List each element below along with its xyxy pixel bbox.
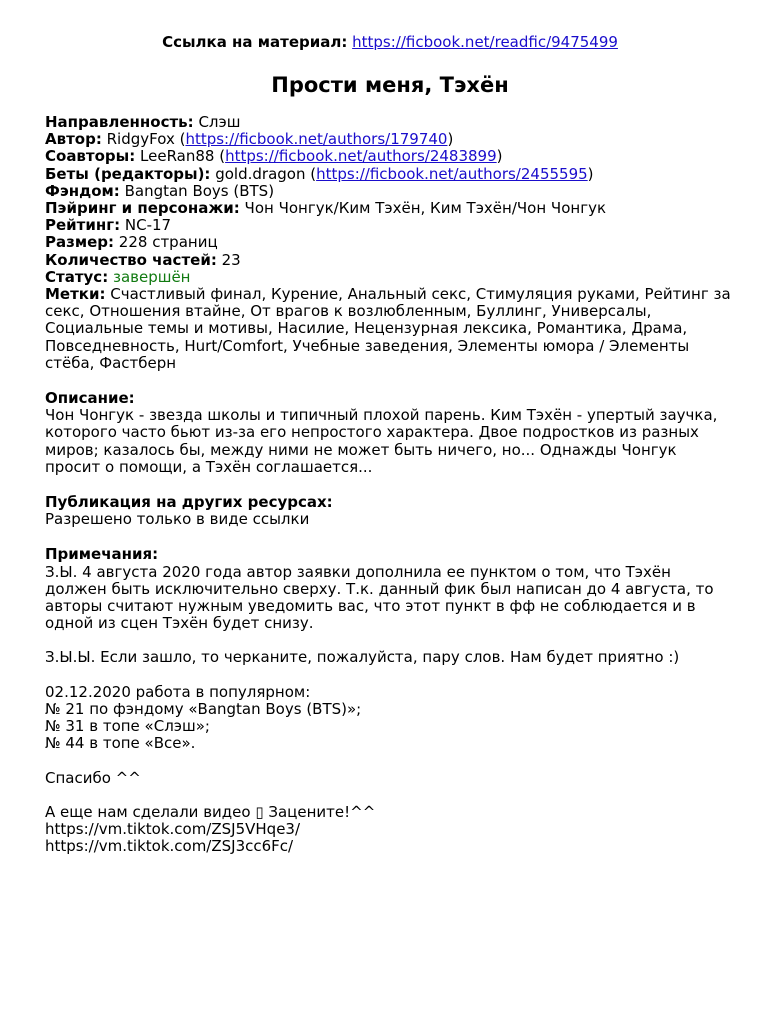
tags-value: Счастливый финал, Курение, Анальный секс, Стимуляция руками, Рейтинг за секс, Отношения втайне, От врагов к возлюбленным, Буллинг, Универсалы, Социальные темы и мотивы, Насилие, Нецензурная лексика, Романтика, Драма, Повседневность, Hurt/Comfort, Учебные заведения, Элементы юмора / Элементы стёба, Фастберн: [45, 285, 731, 372]
rating-row: [45, 217, 735, 234]
fandom-row: [45, 183, 735, 200]
direction-value: Слэш: [198, 113, 241, 131]
coauthors-row: Соавторы: LeeRan88 (https://ficbook.net/authors/2483899): [45, 147, 503, 166]
source-line: [45, 33, 735, 52]
parts-value: 23: [221, 250, 241, 269]
coauthors-label: Соавторы:: [45, 147, 136, 166]
size-label: Размер:: [45, 233, 115, 252]
direction-label: Направленность:: [45, 113, 194, 131]
beta-link[interactable]: https://ficbook.net/authors/2455595: [316, 164, 588, 183]
pairing-value: Чон Чонгук/Ким Тэхён, Ким Тэхён/Чон Чонгук: [244, 199, 607, 218]
coauthor-link[interactable]: https://ficbook.net/authors/2483899: [225, 147, 497, 166]
notes-paragraph-2: З.Ы.Ы. Если зашло, то черканите, пожалуйста, пару слов. Нам будет приятно :): [45, 648, 680, 667]
publication-section: [45, 494, 735, 528]
rating-value: NC-17: [124, 216, 172, 235]
parts-label: Количество частей:: [45, 250, 217, 269]
popular-line: 02.12.2020 работа в популярном:: [45, 682, 311, 701]
size-row: [45, 234, 735, 251]
description-text: Чон Чонгук - звезда школы и типичный плохой парень. Ким Тэхён - упертый заучка, которого часто бьют из-за его непростого характера. Двое подростков из разных миров; казалось бы, между ними не может быть ничего, но... Однажды Чонгук просит о помощи, а Тэхён соглашается...: [45, 406, 718, 476]
status-value: завершён: [112, 267, 191, 286]
popular-line: № 44 в топе «Все».: [45, 734, 196, 753]
author-label: Автор:: [45, 130, 102, 149]
source-link[interactable]: https://ficbook.net/readfic/9475499: [352, 33, 618, 51]
description-heading: Описание:: [45, 389, 135, 408]
popular-line: № 21 по фэндому «Bangtan Boys (BTS)»;: [45, 699, 362, 718]
rating-label: Рейтинг:: [45, 216, 121, 235]
thanks-line: Спасибо ^^: [45, 768, 141, 787]
description-section: [45, 390, 735, 476]
author-link[interactable]: https://ficbook.net/authors/179740: [185, 130, 448, 149]
status-label: Статус:: [45, 267, 109, 286]
direction-row: [45, 114, 735, 131]
fandom-label: Фэндом:: [45, 181, 120, 200]
parts-row: [45, 252, 735, 269]
publication-heading: Публикация на других ресурсах:: [45, 493, 333, 512]
betas-row: Беты (редакторы): gold.dragon (https://ficbook.net/authors/2455595): [45, 164, 594, 183]
author-name: RidgyFox: [106, 130, 175, 149]
betas-label: Беты (редакторы):: [45, 164, 211, 183]
beta-name: gold.dragon: [215, 164, 306, 183]
fandom-value: Bangtan Boys (BTS): [124, 181, 275, 200]
metadata-block: [45, 114, 735, 372]
video-line: А еще нам сделали видео ▯ Зацените!^^: [45, 802, 376, 821]
popular-line: № 31 в топе «Слэш»;: [45, 717, 210, 736]
page-title: Прости меня, Тэхён: [271, 73, 509, 97]
tags-label: Метки:: [45, 285, 106, 304]
coauthor-name: LeeRan88: [140, 147, 215, 166]
document-page: [45, 0, 735, 855]
notes-section: [45, 546, 735, 855]
notes-heading: Примечания:: [45, 545, 159, 564]
video-url: https://vm.tiktok.com/ZSJ5VHqe3/: [45, 819, 301, 838]
tags-row: [45, 286, 735, 372]
author-row: Автор: RidgyFox (https://ficbook.net/authors/179740): [45, 130, 454, 149]
status-row: [45, 269, 735, 286]
notes-paragraph-1: З.Ы. 4 августа 2020 года автор заявки дополнила ее пунктом о том, что Тэхён должен быть исключительно сверху. Т.к. данный фик был написан до 4 августа, то авторы считают нужным уведомить вас, что этот пункт в фф не соблюдается и в одной из сцен Тэхён будет снизу.: [45, 562, 714, 633]
source-label: Ссылка на материал:: [162, 33, 348, 51]
publication-text: Разрешено только в виде ссылки: [45, 510, 310, 529]
video-url: https://vm.tiktok.com/ZSJ3cc6Fc/: [45, 837, 294, 856]
pairing-row: [45, 200, 735, 217]
pairing-label: Пэйринг и персонажи:: [45, 199, 240, 218]
size-value: 228 страниц: [118, 233, 218, 252]
